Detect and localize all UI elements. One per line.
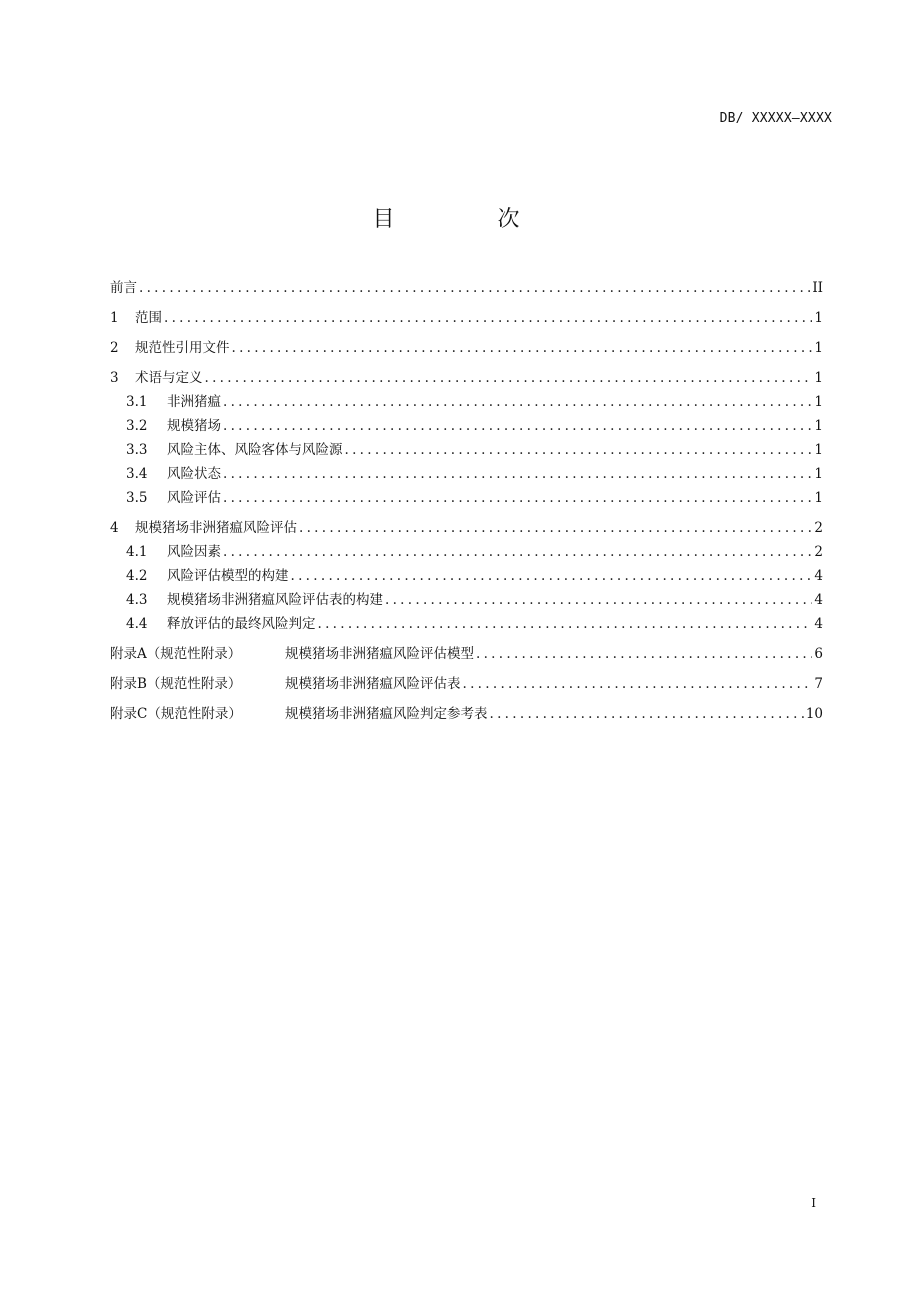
toc-leader-dots (223, 464, 812, 484)
toc-entry-number: 3.4 (126, 466, 148, 482)
toc-entry-page: 6 (814, 646, 823, 662)
toc-entry-number: 附录A（规范性附录） (110, 646, 242, 662)
toc-entry-label: 前言 (110, 280, 137, 296)
toc-entry-label: 风险评估模型的构建 (167, 568, 289, 584)
toc-entry-4-4[interactable] (110, 614, 823, 638)
toc-entry-page: 1 (814, 370, 823, 386)
toc-entry-page: 1 (814, 490, 823, 506)
toc-entry-3-5[interactable] (110, 488, 823, 512)
toc-entry-page: 1 (814, 442, 823, 458)
toc-leader-dots (139, 278, 810, 298)
toc-entry-4-1[interactable] (110, 542, 823, 566)
toc-entry-page: 1 (814, 418, 823, 434)
toc-leader-dots (223, 488, 812, 508)
toc-leader-dots (164, 308, 812, 328)
toc-leader-dots (223, 392, 812, 412)
toc-leader-dots (291, 566, 813, 586)
toc-entry-4-3[interactable] (110, 590, 823, 614)
toc-entry-number: 1 (110, 310, 119, 326)
toc-entry-label: 规模猪场非洲猪瘟风险判定参考表 (285, 706, 488, 722)
toc-entry-number: 4.4 (126, 616, 148, 632)
toc-entry-2[interactable] (110, 338, 823, 362)
toc-entry-label: 释放评估的最终风险判定 (167, 616, 316, 632)
toc-leader-dots (345, 440, 813, 460)
toc-entry-page: 10 (805, 706, 823, 722)
toc-leader-dots (232, 338, 813, 358)
page-number: I (811, 1196, 816, 1210)
toc-entry-label: 规模猪场非洲猪瘟风险评估 (135, 520, 297, 536)
toc-entry-number: 3.1 (126, 394, 148, 410)
toc-entry-page: 1 (814, 310, 823, 326)
toc-entry-label: 风险评估 (167, 490, 221, 506)
toc-entry-1[interactable] (110, 308, 823, 332)
toc-leader-dots (205, 368, 813, 388)
toc-title: 目 次 (372, 207, 568, 232)
toc-entry-3-3[interactable] (110, 440, 823, 464)
toc-entry-number: 3.3 (126, 442, 148, 458)
toc-entry-number: 附录B（规范性附录） (110, 676, 242, 692)
toc-entry-4[interactable] (110, 518, 823, 542)
toc-entry-number: 4.2 (126, 568, 148, 584)
toc-entry-number: 2 (110, 340, 119, 356)
toc-leader-dots (463, 674, 813, 694)
toc-entry-page: 4 (814, 616, 823, 632)
toc-leader-dots (299, 518, 812, 538)
toc-entry-page: 1 (814, 340, 823, 356)
toc-entry-number: 3.2 (126, 418, 148, 434)
toc-leader-dots (318, 614, 813, 634)
toc-entry-3-4[interactable] (110, 464, 823, 488)
toc-entry-label: 规模猪场非洲猪瘟风险评估表的构建 (167, 592, 383, 608)
toc-entry-label: 规模猪场非洲猪瘟风险评估模型 (285, 646, 474, 662)
toc-entry-page: 1 (814, 466, 823, 482)
toc-entry-page: 4 (814, 592, 823, 608)
toc-entry-page: 1 (814, 394, 823, 410)
toc-entry-page: II (812, 280, 823, 296)
toc-entry-page: 4 (814, 568, 823, 584)
toc-entry-number: 4.3 (126, 592, 148, 608)
document-code: DB/ XXXXX—XXXX (719, 111, 832, 126)
toc-entry-page: 2 (814, 520, 823, 536)
toc-entry-number: 3 (110, 370, 119, 386)
toc-entry-label: 风险状态 (167, 466, 221, 482)
toc-entry-appendix-c[interactable] (110, 704, 823, 728)
toc-entry-page: 2 (814, 544, 823, 560)
table-of-contents (110, 278, 823, 728)
toc-entry-3[interactable] (110, 368, 823, 392)
toc-entry-label: 风险主体、风险客体与风险源 (167, 442, 343, 458)
toc-entry-appendix-b[interactable] (110, 674, 823, 698)
toc-leader-dots (385, 590, 812, 610)
toc-entry-3-1[interactable] (110, 392, 823, 416)
toc-entry-label: 范围 (135, 310, 162, 326)
toc-entry-foreword[interactable] (110, 278, 823, 302)
toc-leader-dots (490, 704, 804, 724)
toc-leader-dots (476, 644, 812, 664)
toc-leader-dots (223, 542, 812, 562)
toc-entry-label: 术语与定义 (135, 370, 203, 386)
toc-entry-label: 非洲猪瘟 (167, 394, 221, 410)
toc-entry-page: 7 (814, 676, 823, 692)
toc-entry-label: 规范性引用文件 (135, 340, 230, 356)
toc-leader-dots (223, 416, 812, 436)
toc-entry-number: 4.1 (126, 544, 148, 560)
toc-entry-number: 附录C（规范性附录） (110, 706, 242, 722)
toc-entry-label: 规模猪场 (167, 418, 221, 434)
toc-entry-4-2[interactable] (110, 566, 823, 590)
toc-entry-label: 规模猪场非洲猪瘟风险评估表 (285, 676, 461, 692)
toc-entry-number: 4 (110, 520, 119, 536)
toc-entry-3-2[interactable] (110, 416, 823, 440)
toc-entry-appendix-a[interactable] (110, 644, 823, 668)
toc-entry-label: 风险因素 (167, 544, 221, 560)
toc-entry-number: 3.5 (126, 490, 148, 506)
